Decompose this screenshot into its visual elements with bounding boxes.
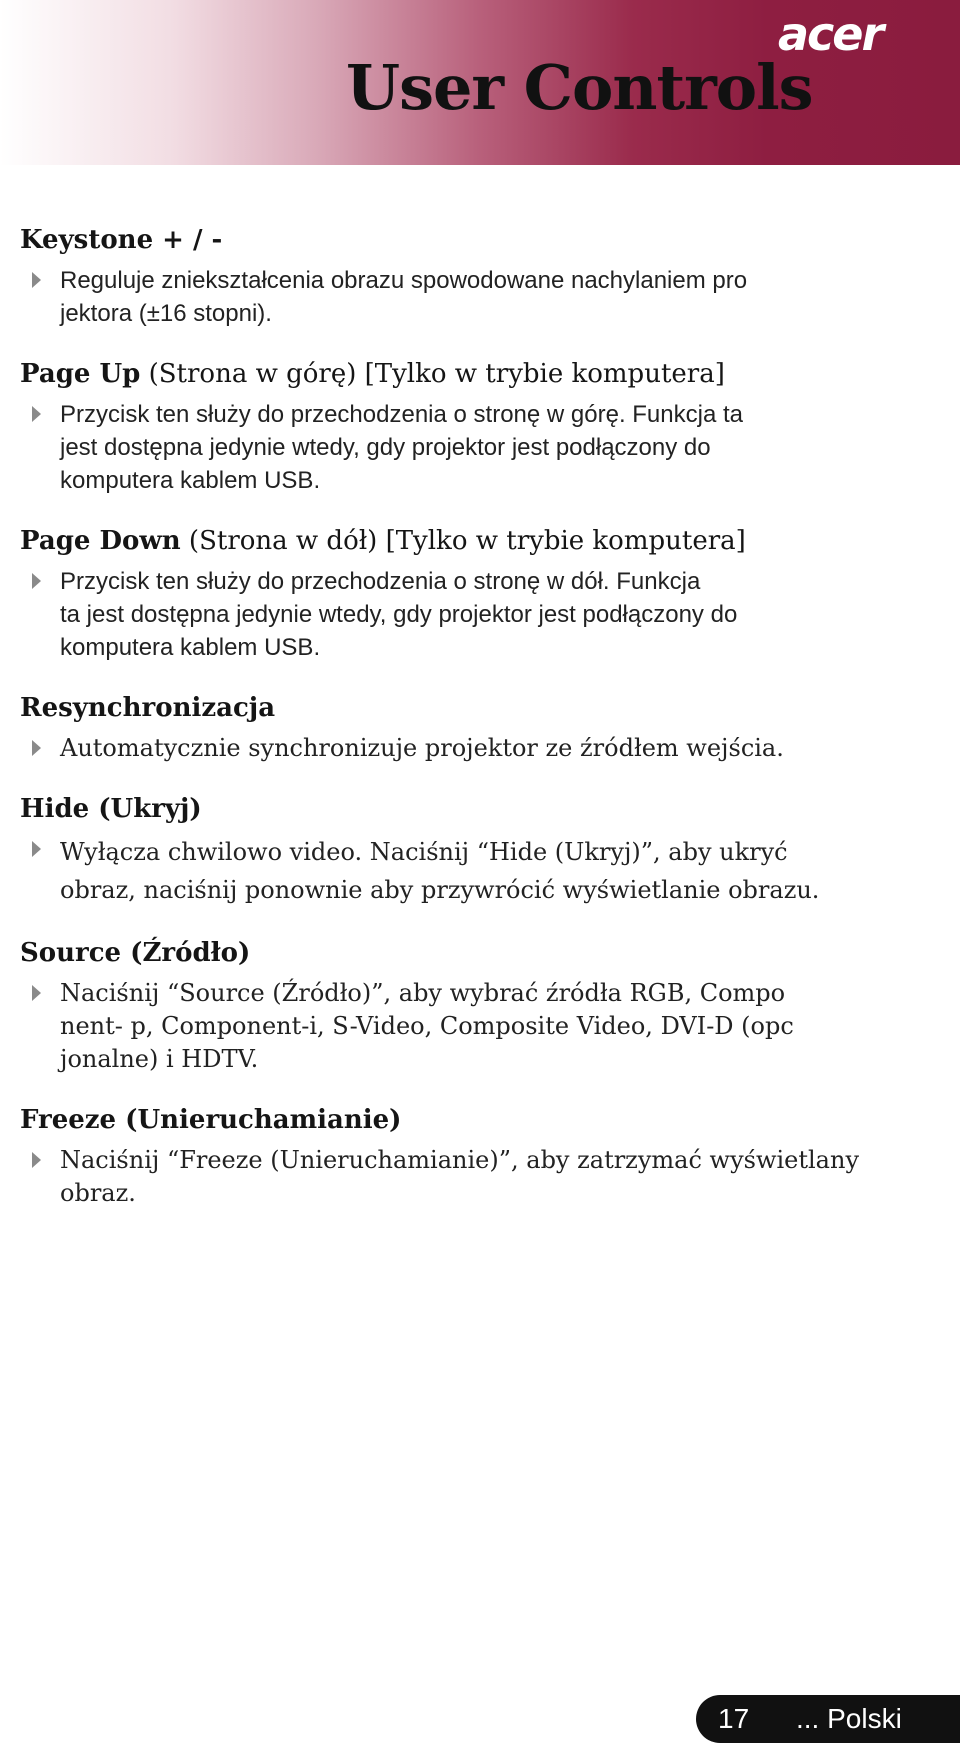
item-line: Automatycznie synchronizuje projektor ze źródłem wejścia. bbox=[60, 734, 784, 762]
bullet-item bbox=[20, 398, 890, 497]
item-line: Naciśnij “Freeze (Unieruchamianie)”, aby zatrzymać wyświetlany bbox=[60, 1146, 860, 1174]
bullet-item bbox=[20, 565, 890, 664]
item-line: ta jest dostępna jedynie wtedy, gdy projektor jest podłączony do bbox=[60, 601, 738, 628]
heading-key: Page Up bbox=[20, 359, 141, 389]
section-heading bbox=[20, 523, 920, 559]
page-footer bbox=[696, 1695, 960, 1743]
bullet-arrow-icon bbox=[32, 406, 41, 422]
section-heading bbox=[20, 1102, 920, 1138]
section-heading bbox=[20, 935, 920, 971]
section-page-down bbox=[20, 523, 920, 664]
bullet-arrow-icon bbox=[32, 1152, 41, 1168]
section-freeze bbox=[20, 1102, 920, 1210]
page-number: 17 bbox=[718, 1703, 750, 1734]
heading-key: Page Down bbox=[20, 526, 181, 556]
heading-key: Keystone + / - bbox=[20, 225, 223, 255]
item-line: komputera kablem USB. bbox=[60, 467, 321, 494]
heading-key: Resynchronizacja bbox=[20, 693, 276, 723]
item-line: jest dostępna jedynie wtedy, gdy projektor jest podłączony do bbox=[60, 434, 711, 461]
section-heading bbox=[20, 690, 920, 726]
page-header bbox=[0, 0, 960, 165]
item-line: jektora (±16 stopni). bbox=[60, 300, 272, 327]
main-content bbox=[20, 222, 920, 1210]
bullet-item bbox=[20, 833, 890, 909]
item-line: komputera kablem USB. bbox=[60, 634, 321, 661]
bullet-item bbox=[20, 264, 890, 330]
item-line: Przycisk ten służy do przechodzenia o stronę w górę. Funkcja ta bbox=[60, 401, 743, 428]
page-title: User Controls bbox=[346, 51, 813, 124]
section-source bbox=[20, 935, 920, 1076]
language-label: ... Polski bbox=[796, 1703, 902, 1734]
section-heading bbox=[20, 222, 920, 258]
acer-logo: acer bbox=[778, 7, 883, 61]
bullet-arrow-icon bbox=[32, 841, 41, 857]
heading-key: Source (Źródło) bbox=[20, 938, 251, 968]
item-line: Przycisk ten służy do przechodzenia o stronę w dół. Funkcja bbox=[60, 568, 701, 595]
section-hide bbox=[20, 791, 920, 909]
bullet-arrow-icon bbox=[32, 740, 41, 756]
section-resynchronizacja bbox=[20, 690, 920, 765]
heading-desc: (Strona w dół) [Tylko w trybie komputera] bbox=[180, 526, 746, 556]
bullet-arrow-icon bbox=[32, 573, 41, 589]
bullet-arrow-icon bbox=[32, 985, 41, 1001]
bullet-arrow-icon bbox=[32, 272, 41, 288]
section-page-up bbox=[20, 356, 920, 497]
heading-key: Freeze (Unieruchamianie) bbox=[20, 1105, 402, 1135]
section-keystone bbox=[20, 222, 920, 330]
section-heading bbox=[20, 356, 920, 392]
heading-key: Hide (Ukryj) bbox=[20, 794, 202, 824]
item-line: Naciśnij “Source (Źródło)”, aby wybrać źródła RGB, Compo bbox=[60, 979, 786, 1007]
item-line: Reguluje zniekształcenia obrazu spowodowane nachylaniem pro bbox=[60, 267, 748, 294]
item-line: nent- p, Component-i, S-Video, Composite Video, DVI-D (opc bbox=[60, 1012, 794, 1040]
bullet-item bbox=[20, 732, 890, 765]
item-line: obraz, naciśnij ponownie aby przywrócić wyświetlanie obrazu. bbox=[60, 876, 820, 904]
section-heading bbox=[20, 791, 920, 827]
item-line: Wyłącza chwilowo video. Naciśnij “Hide (Ukryj)”, aby ukryć bbox=[60, 838, 788, 866]
item-line: jonalne) i HDTV. bbox=[60, 1045, 259, 1073]
item-line: obraz. bbox=[60, 1179, 136, 1207]
bullet-item bbox=[20, 1144, 890, 1210]
heading-desc: (Strona w górę) [Tylko w trybie komputera] bbox=[140, 359, 725, 389]
bullet-item bbox=[20, 977, 890, 1076]
